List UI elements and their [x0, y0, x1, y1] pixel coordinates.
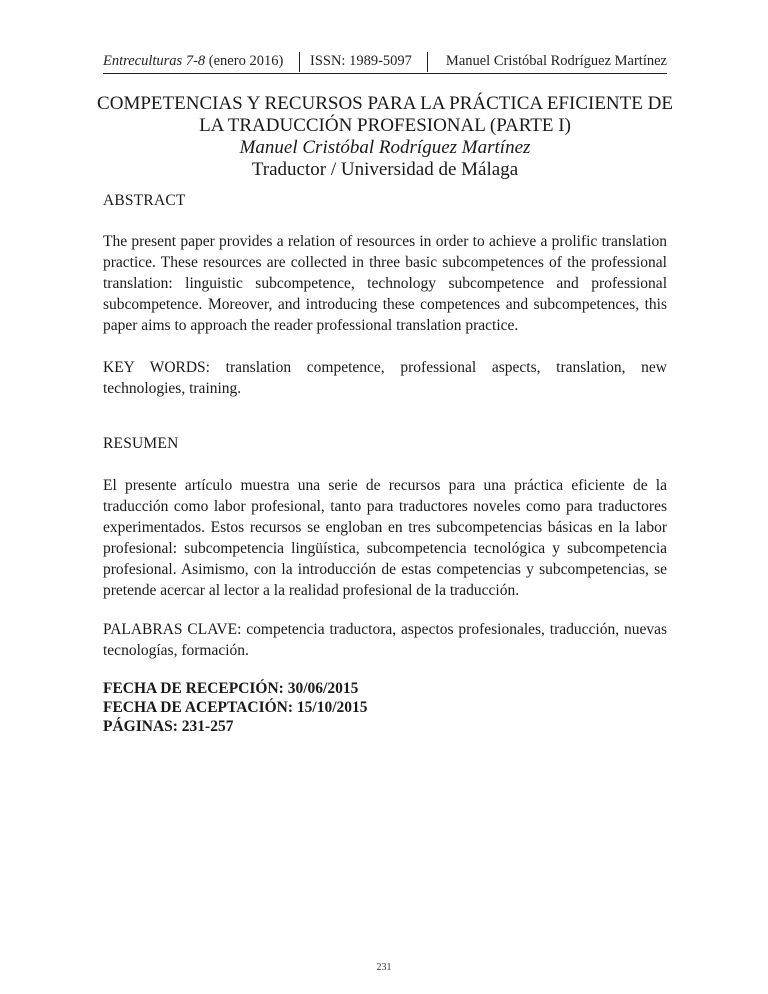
abstract-heading-text: ABSTRACT — [103, 192, 186, 209]
header-journal-name: Entreculturas 7-8 — [103, 53, 206, 69]
paper-author: Manuel Cristóbal Rodríguez Martínez — [239, 137, 531, 158]
page-range: PÁGINAS: 231-257 — [103, 718, 234, 735]
resumen-heading-text: RESUMEN — [103, 435, 179, 452]
abstract-keywords: KEY WORDS: translation competence, professional aspects, translation, new technologies, training. — [103, 359, 667, 397]
header-author: Manuel Cristóbal Rodríguez Martínez — [445, 53, 667, 69]
paper-title-line-2: LA TRADUCCIÓN PROFESIONAL (PARTE I) — [199, 115, 571, 136]
paper-title-line-1: COMPETENCIAS Y RECURSOS PARA LA PRÁCTICA EFICIENTE DE — [97, 93, 673, 114]
accepted-date: FECHA DE ACEPTACIÓN: 15/10/2015 — [103, 699, 368, 716]
abstract-heading — [103, 190, 667, 211]
header-issn: ISSN: 1989-5097 — [310, 53, 412, 69]
header-journal-date: (enero 2016) — [205, 53, 284, 69]
publication-meta — [103, 679, 667, 736]
resumen-keywords: PALABRAS CLAVE: competencia traductora, aspectos profesionales, traducción, nuevas tecnologías, formación. — [103, 621, 667, 659]
header-journal — [103, 53, 283, 70]
header-divider — [427, 52, 428, 72]
paper-affiliation: Traductor / Universidad de Málaga — [251, 159, 519, 180]
header-divider — [299, 52, 300, 72]
title-block — [90, 93, 680, 181]
page-number: 231 — [376, 962, 392, 973]
received-date: FECHA DE RECEPCIÓN: 30/06/2015 — [103, 680, 359, 697]
running-header — [103, 51, 667, 74]
abstract-text: The present paper provides a relation of resources in order to achieve a prolific translation practice. These resources are collected in three basic subcompetences of the professional translation: linguistic subcompetence, technology subcompetence and professional subcompetence. Moreover, and introducing these competences and subcompetences, this paper aims to approach the reader professional translation practice. — [103, 233, 667, 334]
resumen-text: El presente artículo muestra una serie de recursos para una práctica eficiente de la traducción como labor profesional, tanto para traductores noveles como para traductores experimentados. Estos recursos se engloban en tres subcompetencias básicas en la labor profesional: subcompetencia lingüística, subcompetencia tecnológica y subcompetencia profesional. Asimismo, con la introducción de estas competencias y subcompetencias, se pretende acercar al lector a la realidad profesional de la traducción. — [103, 477, 667, 599]
resumen-heading — [103, 433, 667, 454]
